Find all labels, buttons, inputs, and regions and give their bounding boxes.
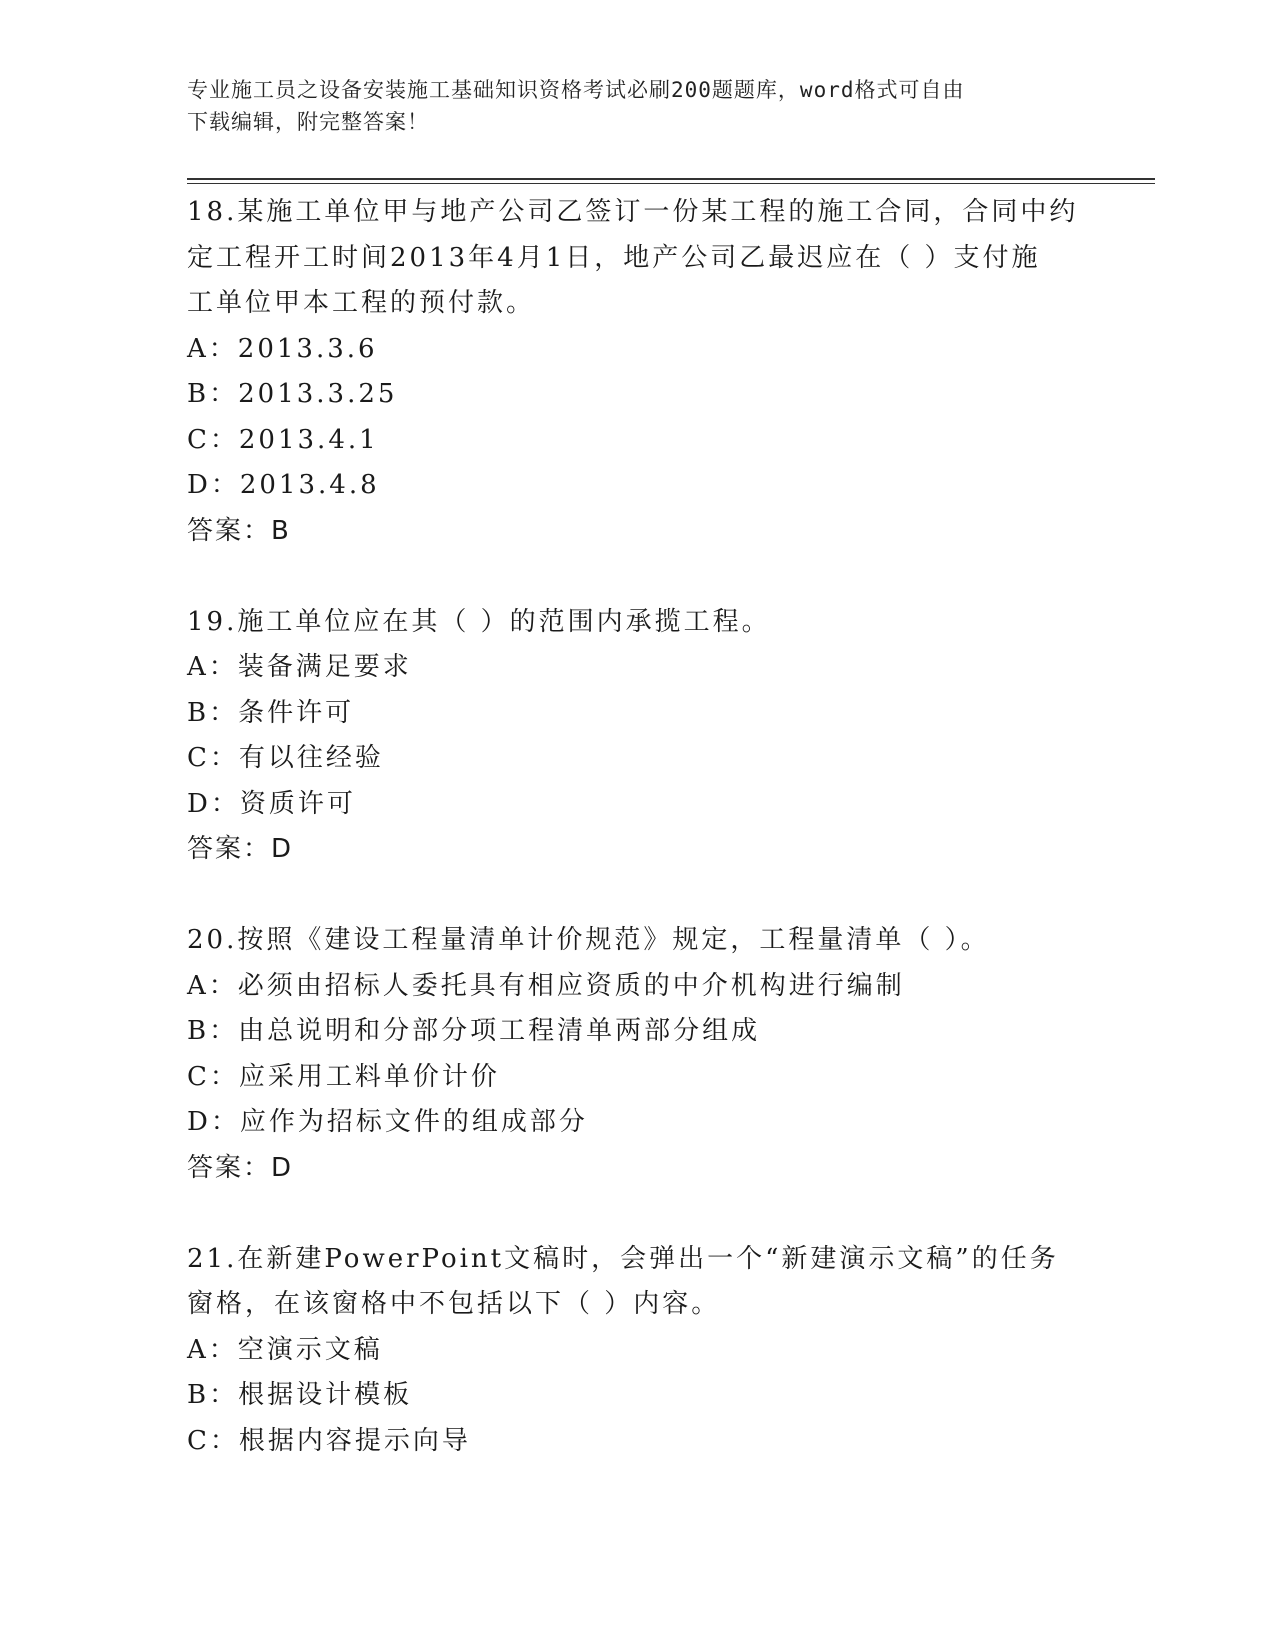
option-d: D：2013.4.8 — [187, 470, 380, 500]
option-b: B：根据设计模板 — [187, 1380, 413, 1410]
option-d: D：应作为招标文件的组成部分 — [187, 1107, 588, 1137]
option-b: B：由总说明和分部分项工程清单两部分组成 — [187, 1016, 761, 1046]
question-stem-line: 18.某施工单位甲与地产公司乙签订一份某工程的施工合同，合同中约 — [187, 197, 1079, 227]
answer-label: 答案：D — [187, 1152, 294, 1183]
option-a: A：装备满足要求 — [187, 652, 412, 682]
option-c: C：有以往经验 — [187, 743, 384, 773]
option-d: D：资质许可 — [187, 788, 356, 819]
question-19 — [187, 600, 1087, 873]
answer-label: 答案：B — [187, 515, 291, 546]
spacer — [187, 554, 1087, 600]
question-stem-line: 工单位甲本工程的预付款。 — [187, 288, 536, 318]
header-divider-thin — [187, 183, 1155, 184]
question-stem-line: 19.施工单位应在其（ ）的范围内承揽工程。 — [187, 606, 771, 637]
header-divider-thick — [187, 178, 1155, 180]
question-list — [187, 190, 1087, 1464]
question-stem-line: 窗格，在该窗格中不包括以下（ ）内容。 — [187, 1289, 721, 1319]
header-line-1: 专业施工员之设备安装施工基础知识资格考试必刷200题题库，word格式可自由 — [187, 78, 965, 102]
question-stem-line: 21.在新建PowerPoint文稿时，会弹出一个“新建演示文稿”的任务 — [187, 1243, 1059, 1274]
question-stem-line: 20.按照《建设工程量清单计价规范》规定，工程量清单（ ）。 — [187, 925, 990, 955]
option-c: C：应采用工料单价计价 — [187, 1061, 500, 1092]
option-a: A：2013.3.6 — [187, 333, 378, 364]
question-18 — [187, 190, 1087, 554]
spacer — [187, 1191, 1087, 1237]
option-a: A：空演示文稿 — [187, 1334, 383, 1365]
question-stem-line: 定工程开工时间2013年4月1日，地产公司乙最迟应在（ ）支付施 — [187, 242, 1041, 273]
option-b: B：2013.3.25 — [187, 379, 398, 409]
option-b: B：条件许可 — [187, 697, 355, 728]
question-20 — [187, 918, 1087, 1191]
spacer — [187, 873, 1087, 919]
option-a: A：必须由招标人委托具有相应资质的中介机构进行编制 — [187, 970, 905, 1001]
option-c: C：根据内容提示向导 — [187, 1425, 471, 1456]
answer-label: 答案：D — [187, 834, 294, 864]
option-c: C：2013.4.1 — [187, 424, 379, 455]
header-line-2: 下载编辑，附完整答案！ — [187, 110, 429, 134]
question-21 — [187, 1237, 1087, 1465]
document-header — [187, 74, 1087, 138]
